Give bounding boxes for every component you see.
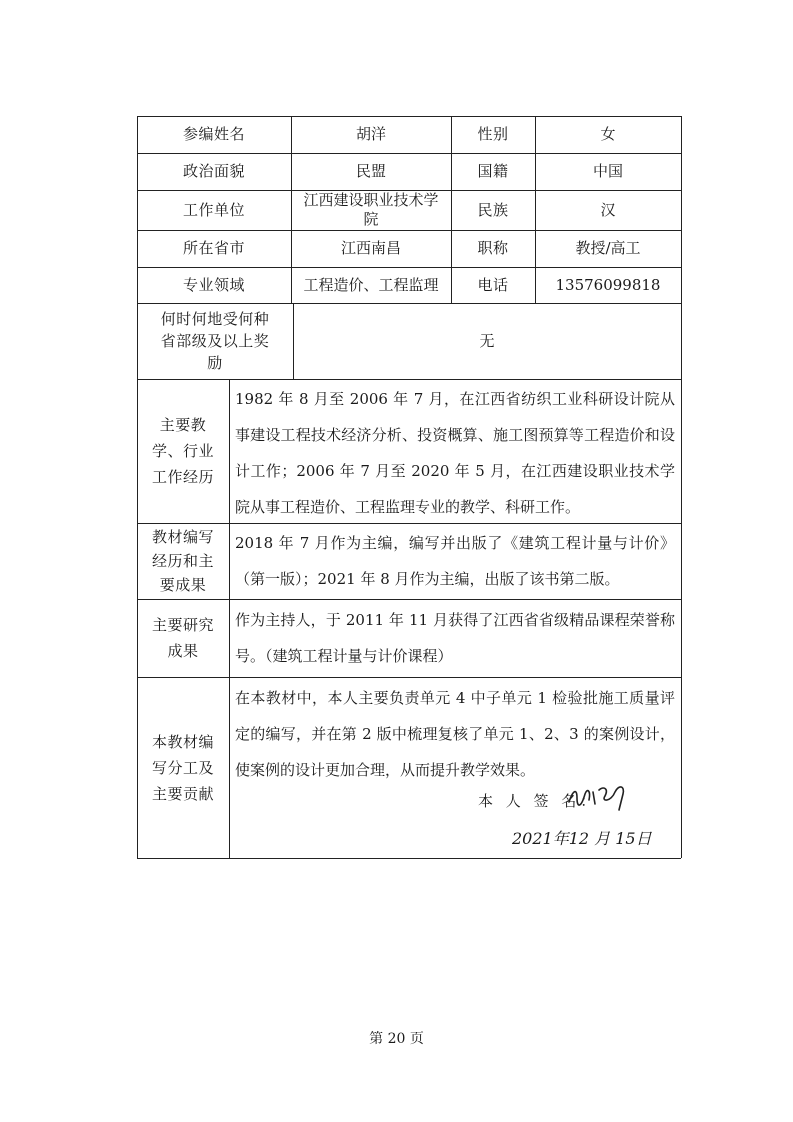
field-value: 工程造价、工程监理 xyxy=(303,275,439,294)
politics-value: 民盟 xyxy=(355,162,386,180)
title-label: 职称 xyxy=(477,239,509,257)
ethnicity-value: 汉 xyxy=(600,200,616,219)
contribution-label: 本教材编写分工及主要贡献 xyxy=(151,732,214,803)
experience-text: 1982 年 8 月至 2006 年 7 月，在江西省纺织工业科研设计院从事建设工程技术经济分析、投资概算、施工图预算等工程造价和设计工作；2006 年 7 月至 2020 年 5 月，在江西建设职业技术学院从事工程造价、工程监理专业的教学、科研工作。 xyxy=(235,390,675,516)
research-label: 主要研究成果 xyxy=(151,616,214,660)
awards-value: 无 xyxy=(479,331,495,350)
signature-date: 2021年12 月 15日 xyxy=(512,829,652,848)
name-label: 参编姓名 xyxy=(182,125,245,143)
field-label: 专业领域 xyxy=(182,275,245,294)
name-value: 胡洋 xyxy=(355,125,386,143)
gender-value: 女 xyxy=(600,125,616,143)
phone-label: 电话 xyxy=(477,275,509,294)
nationality-value: 中国 xyxy=(592,162,623,180)
ethnicity-label: 民族 xyxy=(477,200,509,219)
table-border-right xyxy=(681,116,682,858)
awards-label: 何时何地受何种省部级及以上奖励 xyxy=(160,310,270,372)
contribution-text: 在本教材中，本人主要负责单元 4 中子单元 1 检验批施工质量评定的编写，并在第 2 版中梳理复核了单元 1、2、3 的案例设计，使案例的设计更加合理，从而提升教学效果。 xyxy=(235,689,675,779)
province-city-label: 所在省市 xyxy=(182,239,245,257)
province-city-value: 江西南昌 xyxy=(340,239,401,257)
signature-label: 本 人 签 名： xyxy=(478,792,600,810)
title-value: 教授/高工 xyxy=(575,239,641,257)
politics-label: 政治面貌 xyxy=(182,162,245,180)
employer-label: 工作单位 xyxy=(182,200,245,219)
phone-value: 13576099818 xyxy=(555,275,661,294)
textbook-label: 教材编写经历和主要成果 xyxy=(151,528,214,594)
nationality-label: 国籍 xyxy=(477,162,509,180)
employer-value: 江西建设职业技术学院 xyxy=(303,191,439,228)
textbook-text: 2018 年 7 月作为主编，编写并出版了《建筑工程计量与计价》（第一版）；2021 年 8 月作为主编，出版了该书第二版。 xyxy=(235,534,675,588)
research-text: 作为主持人，于 2011 年 11 月获得了江西省省级精品课程荣誉称号。（建筑工程计量与计价课程） xyxy=(235,611,675,665)
table-border-bottom xyxy=(137,858,681,859)
gender-label: 性别 xyxy=(477,125,509,143)
experience-label: 主要教学、行业工作经历 xyxy=(151,416,214,486)
handwritten-signature xyxy=(565,780,635,814)
page-number: 第 20 页 xyxy=(369,1031,424,1047)
